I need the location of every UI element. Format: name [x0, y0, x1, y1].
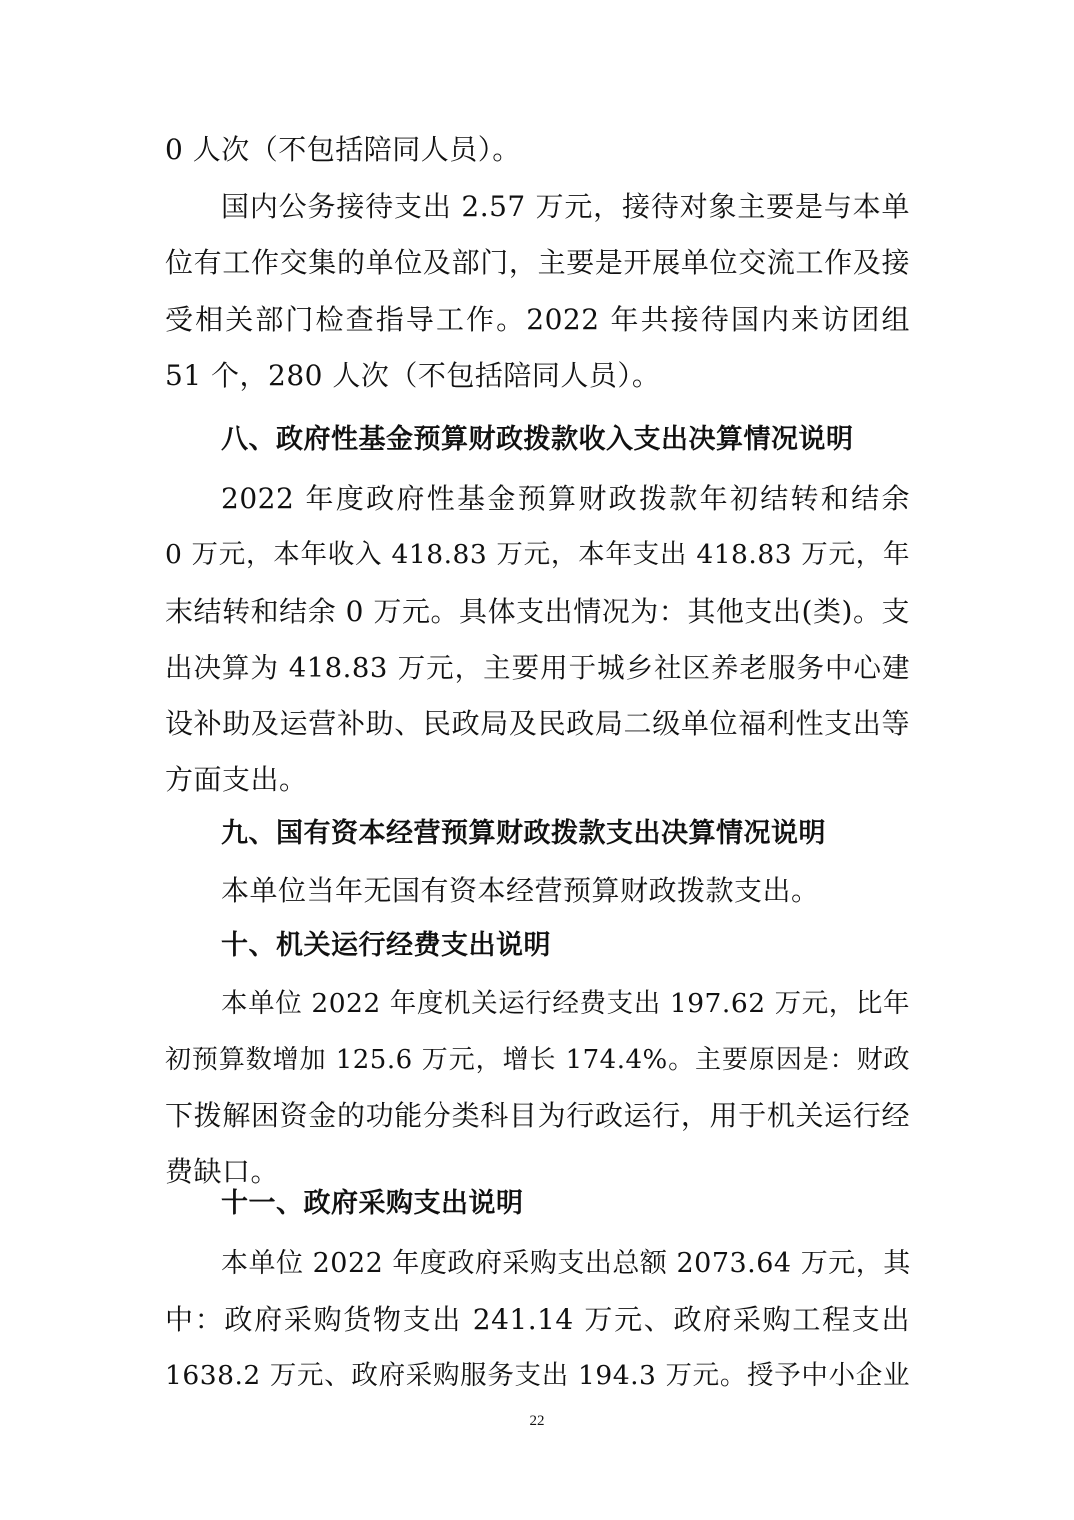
body-text-line: 2022 年度政府性基金预算财政拨款年初结转和结余: [221, 482, 910, 515]
body-text-line: 受相关部门检查指导工作。2022 年共接待国内来访团组: [165, 303, 910, 336]
body-text-line: 方面支出。: [165, 763, 308, 796]
body-text-line: 51 个，280 人次（不包括陪同人员）。: [165, 359, 661, 392]
body-text-line: 国内公务接待支出 2.57 万元，接待对象主要是与本单: [221, 190, 910, 223]
section-heading: 十一、政府采购支出说明: [221, 1188, 524, 1219]
section-heading: 十、机关运行经费支出说明: [221, 930, 551, 961]
body-text-line: 0 人次（不包括陪同人员）。: [165, 133, 521, 166]
body-text-line: 末结转和结余 0 万元。具体支出情况为：其他支出(类)。支: [165, 595, 910, 628]
section-heading: 八、政府性基金预算财政拨款收入支出决算情况说明: [221, 424, 854, 455]
body-text-line: 下拨解困资金的功能分类科目为行政运行，用于机关运行经: [165, 1099, 910, 1132]
body-text-line: 0 万元，本年收入 418.83 万元，本年支出 418.83 万元，年: [165, 539, 910, 570]
body-text-line: 本单位当年无国有资本经营预算财政拨款支出。: [221, 874, 820, 907]
body-text-line: 费缺口。: [165, 1155, 280, 1188]
page-number: 22: [529, 1413, 545, 1429]
body-text-line: 中：政府采购货物支出 241.14 万元、政府采购工程支出: [165, 1303, 910, 1336]
body-text-line: 位有工作交集的单位及部门，主要是开展单位交流工作及接: [165, 246, 910, 279]
body-text-line: 本单位 2022 年度政府采购支出总额 2073.64 万元，其: [221, 1248, 911, 1279]
body-text-line: 出决算为 418.83 万元，主要用于城乡社区养老服务中心建: [165, 652, 910, 684]
body-text-line: 设补助及运营补助、民政局及民政局二级单位福利性支出等: [165, 707, 910, 740]
body-text-line: 本单位 2022 年度机关运行经费支出 197.62 万元，比年: [221, 988, 910, 1019]
body-text-line: 1638.2 万元、政府采购服务支出 194.3 万元。授予中小企业: [165, 1360, 910, 1391]
section-heading: 九、国有资本经营预算财政拨款支出决算情况说明: [221, 818, 826, 849]
body-text-line: 初预算数增加 125.6 万元，增长 174.4%。主要原因是：财政: [165, 1045, 910, 1075]
